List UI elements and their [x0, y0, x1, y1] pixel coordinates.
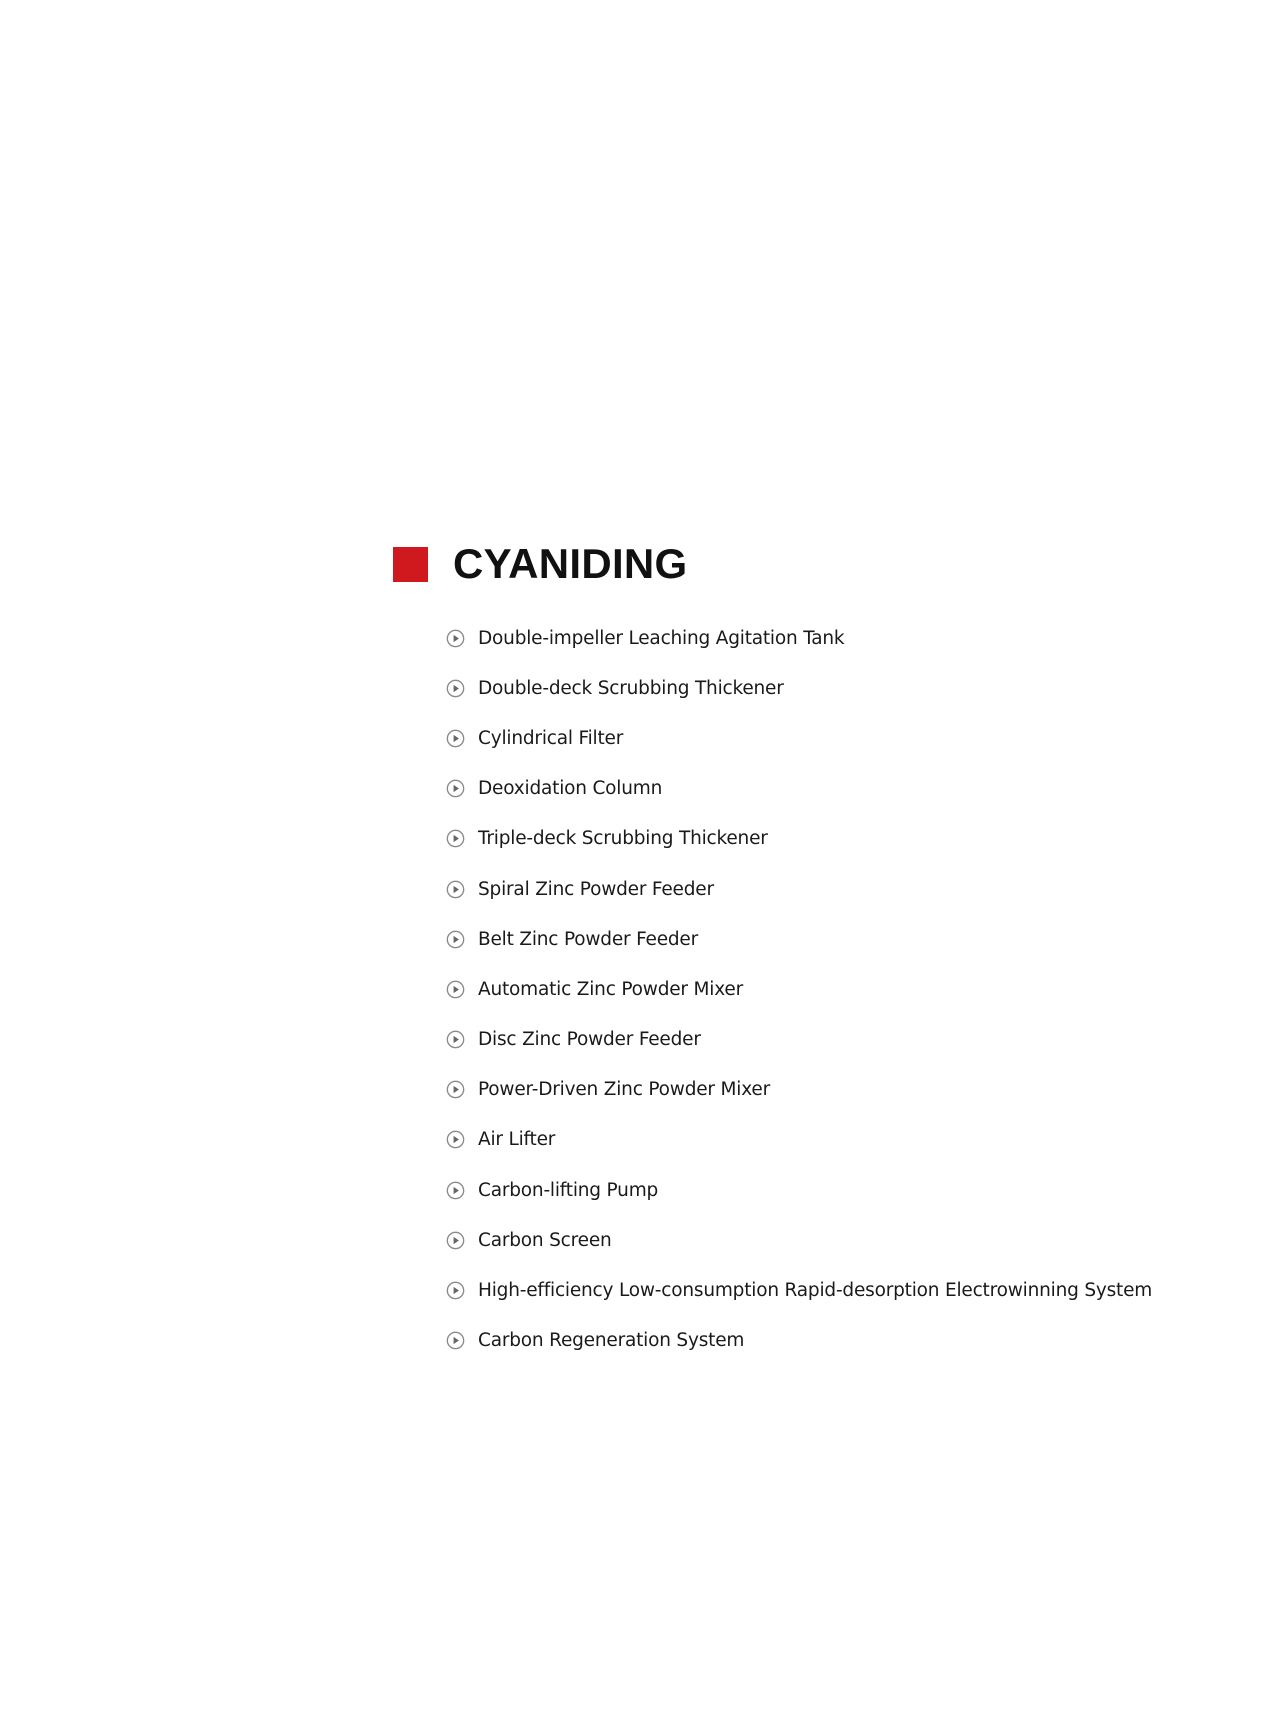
list-item	[446, 864, 1152, 914]
list-item-label: Automatic Zinc Powder Mixer	[478, 978, 743, 1000]
circled-arrow-right-icon	[446, 779, 465, 798]
circled-arrow-right-icon	[446, 930, 465, 949]
section-heading	[393, 541, 688, 587]
list-item	[446, 764, 1152, 814]
cyaniding-section	[393, 540, 1153, 1352]
list-item-label: Double-impeller Leaching Agitation Tank	[478, 627, 845, 649]
list-item	[446, 613, 1152, 663]
list-item-label: Deoxidation Column	[478, 778, 663, 800]
list-item-label: Triple-deck Scrubbing Thickener	[478, 828, 768, 850]
circled-arrow-right-icon	[446, 629, 465, 648]
list-item	[446, 964, 1152, 1014]
list-item-label: Air Lifter	[478, 1129, 556, 1151]
list-item-label: Disc Zinc Powder Feeder	[478, 1029, 701, 1051]
list-item-label: Double-deck Scrubbing Thickener	[478, 677, 784, 699]
equipment-list	[446, 613, 1152, 1366]
list-item-label: High-efficiency Low-consumption Rapid-desorption Electrowinning System	[478, 1280, 1153, 1302]
circled-arrow-right-icon	[446, 880, 465, 899]
list-item-label: Power-Driven Zinc Powder Mixer	[478, 1079, 770, 1101]
list-item-label: Cylindrical Filter	[478, 727, 624, 749]
list-item-label: Belt Zinc Powder Feeder	[478, 928, 699, 950]
circled-arrow-right-icon	[446, 1030, 465, 1049]
list-item-label: Spiral Zinc Powder Feeder	[478, 878, 714, 900]
circled-arrow-right-icon	[446, 1331, 465, 1350]
circled-arrow-right-icon	[446, 1130, 465, 1149]
circled-arrow-right-icon	[446, 1231, 465, 1250]
list-item-label: Carbon Regeneration System	[478, 1330, 745, 1352]
circled-arrow-right-icon	[446, 679, 465, 698]
list-item	[446, 914, 1152, 964]
list-item-label: Carbon Screen	[478, 1229, 612, 1251]
list-item-label: Carbon-lifting Pump	[478, 1179, 659, 1201]
circled-arrow-right-icon	[446, 829, 465, 848]
circled-arrow-right-icon	[446, 1281, 465, 1300]
list-item	[446, 1265, 1152, 1315]
list-item	[446, 1065, 1152, 1115]
list-item	[446, 1215, 1152, 1265]
list-item	[446, 663, 1152, 713]
list-item	[446, 713, 1152, 763]
list-item	[446, 814, 1152, 864]
list-item	[446, 1316, 1152, 1366]
section-title: CYANIDING	[453, 540, 688, 587]
circled-arrow-right-icon	[446, 980, 465, 999]
list-item	[446, 1115, 1152, 1165]
list-item	[446, 1015, 1152, 1065]
circled-arrow-right-icon	[446, 729, 465, 748]
circled-arrow-right-icon	[446, 1080, 465, 1099]
red-square-marker	[393, 547, 428, 582]
circled-arrow-right-icon	[446, 1181, 465, 1200]
list-item	[446, 1165, 1152, 1215]
